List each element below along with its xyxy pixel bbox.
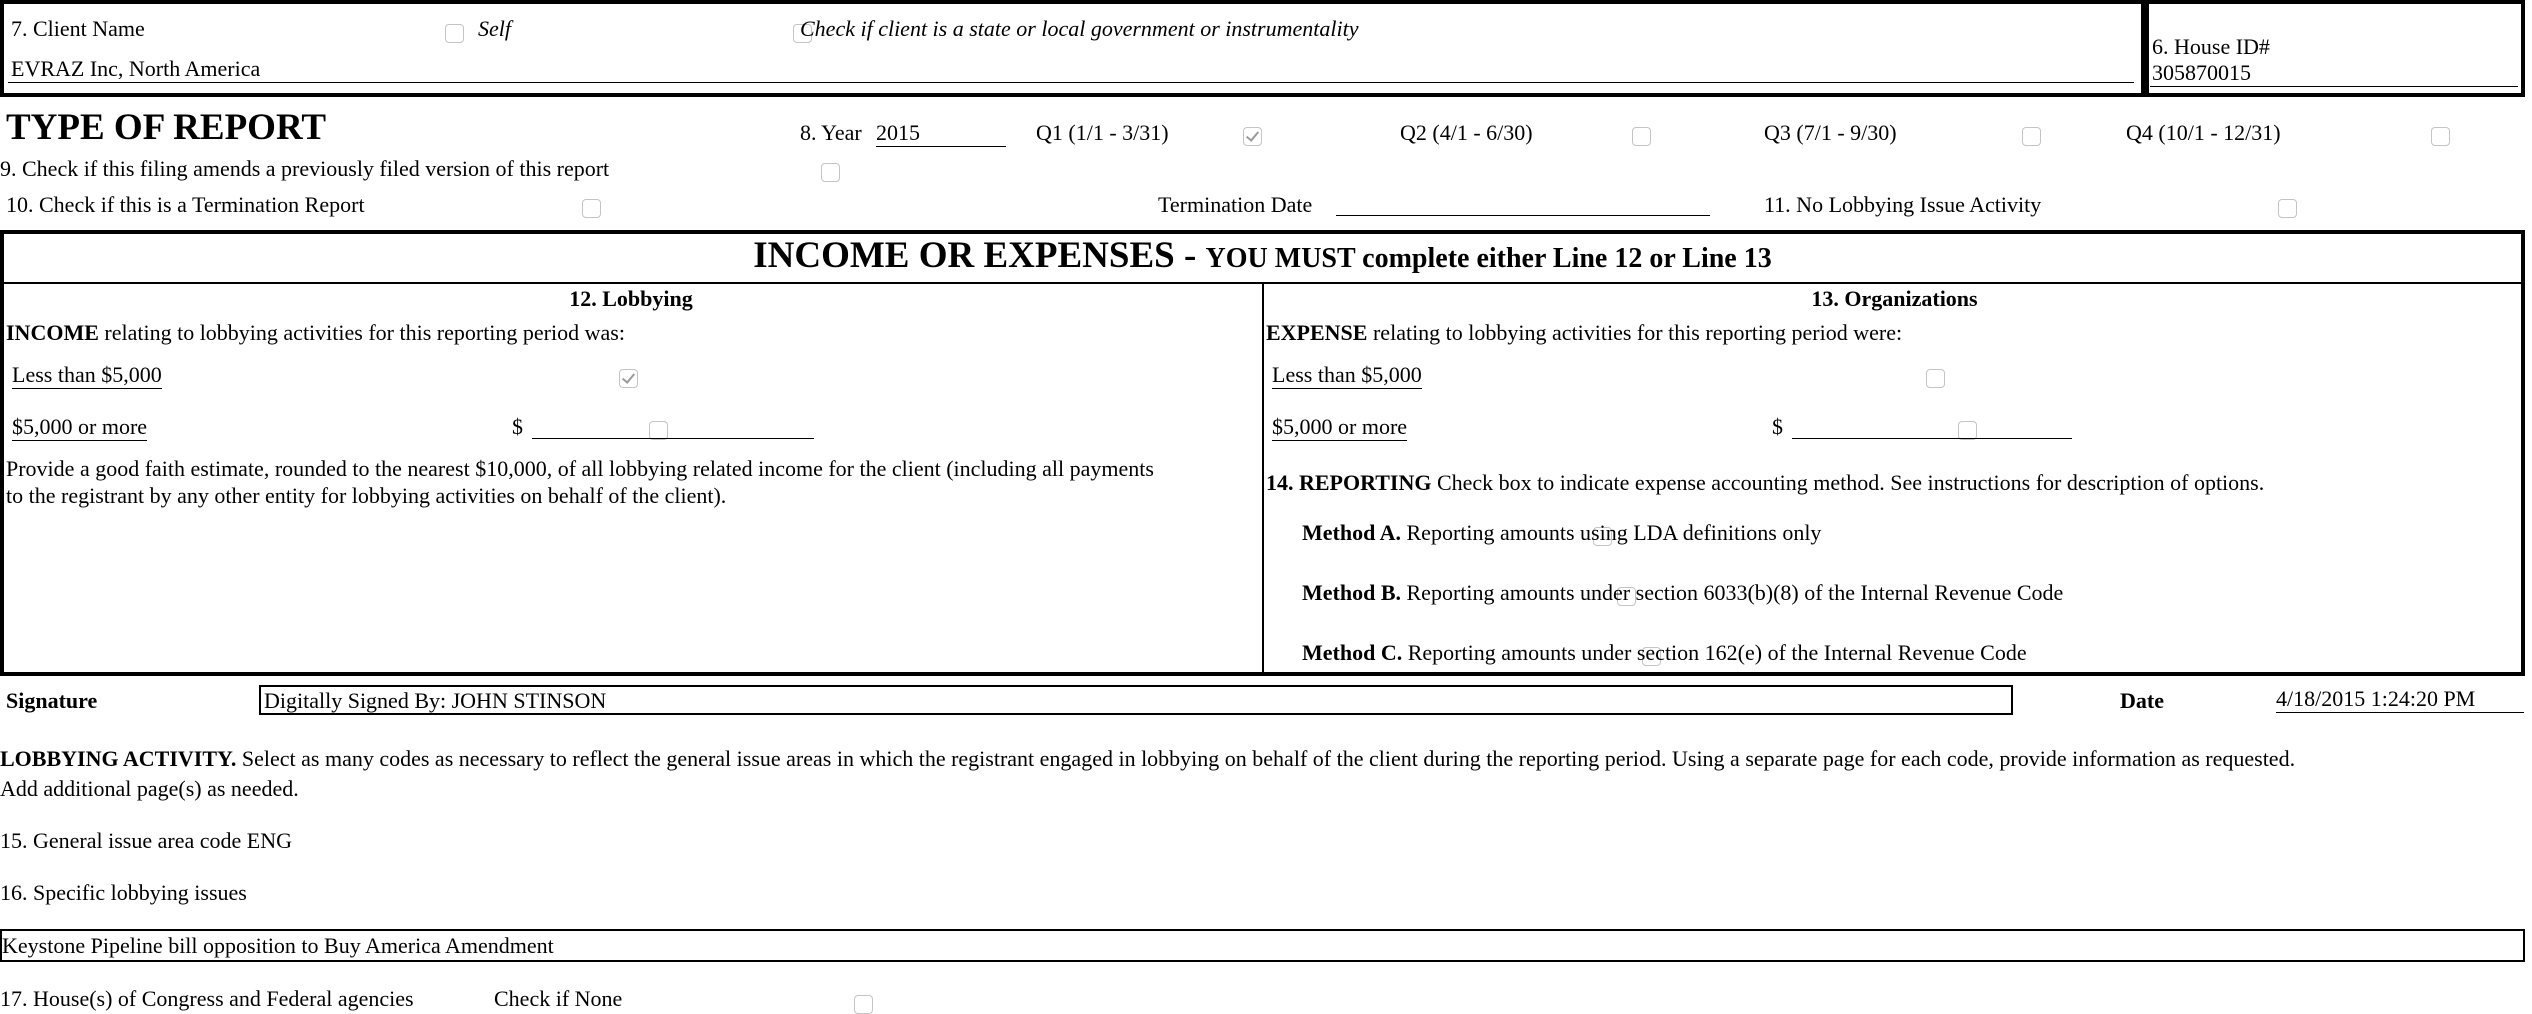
signature-label: Signature [6, 688, 98, 713]
lobbying-header: 12. Lobbying [569, 286, 693, 311]
lobbying-activity-text: LOBBYING ACTIVITY. Select as many codes as necessary to reflect the general issue areas in which the registrant engaged in lobbying on behalf of the client during the reporting period. Using a separate page for each code, provide information as requested. [0, 746, 2296, 771]
none-checkbox[interactable] [854, 995, 873, 1014]
signature-value: Digitally Signed By: JOHN STINSON [264, 688, 607, 713]
q3-checkbox[interactable] [2022, 127, 2041, 146]
house-id-value: 305870015 [2152, 60, 2251, 85]
method-a-label: Method A. Reporting amounts using LDA definitions only [1302, 520, 1822, 545]
year-value: 2015 [876, 120, 1006, 147]
expense-intro: EXPENSE relating to lobbying activities for this reporting period were: [1266, 320, 1903, 345]
government-label: Check if client is a state or local government or instrumentality [800, 16, 1359, 41]
expense-amount-field[interactable] [1792, 438, 2072, 439]
no-activity-label: 11. No Lobbying Issue Activity [1764, 192, 2042, 217]
income-less-than-label: Less than $5,000 [12, 362, 162, 389]
client-name-label: 7. Client Name [11, 16, 145, 41]
termination-date-field[interactable] [1336, 215, 1710, 216]
q4-checkbox[interactable] [2431, 127, 2450, 146]
expense-dollar-sign: $ [1772, 414, 1783, 439]
self-checkbox[interactable] [445, 24, 464, 43]
house-id-label: 6. House ID# [2152, 34, 2270, 59]
client-name-underline [8, 82, 2134, 83]
reporting-label: 14. REPORTING Check box to indicate expense accounting method. See instructions for description of options. [1266, 470, 2265, 495]
amendment-checkbox[interactable] [821, 163, 840, 182]
no-activity-checkbox[interactable] [2278, 199, 2297, 218]
q2-checkbox[interactable] [1632, 127, 1651, 146]
q1-label: Q1 (1/1 - 3/31) [1036, 120, 1169, 145]
method-c-label: Method C. Reporting amounts under section 162(e) of the Internal Revenue Code [1302, 640, 2027, 665]
date-underline [2276, 712, 2524, 713]
none-label: Check if None [494, 986, 623, 1011]
expense-more-than-label: $5,000 or more [1272, 414, 1407, 441]
expense-less-than-checkbox[interactable] [1926, 369, 1945, 388]
income-amount-field[interactable] [532, 438, 814, 439]
lobbying-activity-line2: Add additional page(s) as needed. [0, 776, 299, 801]
house-id-underline [2150, 86, 2518, 87]
income-column-divider [1262, 283, 1264, 675]
specific-issues-value: Keystone Pipeline bill opposition to Buy America Amendment [2, 933, 554, 958]
issue-area-code: 15. General issue area code ENG [0, 828, 292, 853]
method-b-label: Method B. Reporting amounts under section 6033(b)(8) of the Internal Revenue Code [1302, 580, 2064, 605]
house-agencies-label: 17. House(s) of Congress and Federal agencies [0, 986, 414, 1011]
income-dollar-sign: $ [512, 414, 523, 439]
q3-label: Q3 (7/1 - 9/30) [1764, 120, 1897, 145]
income-more-than-label: $5,000 or more [12, 414, 147, 441]
income-expenses-title: INCOME OR EXPENSES - YOU MUST complete either Line 12 or Line 13 [753, 235, 1772, 276]
q4-label: Q4 (10/1 - 12/31) [2126, 120, 2281, 145]
income-intro: INCOME relating to lobbying activities for this reporting period was: [6, 320, 625, 345]
specific-issues-label: 16. Specific lobbying issues [0, 880, 247, 905]
amendment-label: 9. Check if this filing amends a previously filed version of this report [0, 156, 610, 181]
q2-label: Q2 (4/1 - 6/30) [1400, 120, 1533, 145]
date-label: Date [2120, 688, 2164, 713]
termination-date-label: Termination Date [1158, 192, 1313, 217]
year-label: 8. Year [800, 120, 862, 145]
q1-checkbox[interactable] [1243, 127, 1262, 146]
termination-label: 10. Check if this is a Termination Report [6, 192, 365, 217]
income-estimate-line2: to the registrant by any other entity for lobbying activities on behalf of the client). [6, 483, 727, 508]
client-name-value: EVRAZ Inc, North America [11, 56, 261, 81]
type-of-report-title: TYPE OF REPORT [6, 107, 327, 148]
self-label: Self [478, 16, 511, 41]
income-less-than-checkbox[interactable] [619, 369, 638, 388]
expense-less-than-label: Less than $5,000 [1272, 362, 1422, 389]
income-estimate-line1: Provide a good faith estimate, rounded to the nearest $10,000, of all lobbying related income for the client (including all payments [6, 456, 1154, 481]
termination-checkbox[interactable] [582, 199, 601, 218]
date-value: 4/18/2015 1:24:20 PM [2276, 686, 2476, 711]
organizations-header: 13. Organizations [1811, 286, 1978, 311]
